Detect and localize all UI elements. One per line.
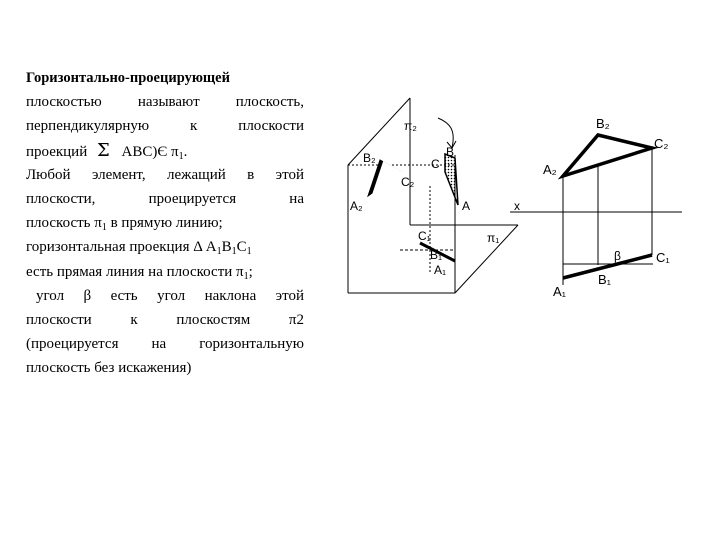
word: Любой [26,166,71,183]
subscript: 1 [246,246,252,258]
label-a1-right: A₁ [553,284,567,299]
word: горизонтальную [199,336,304,353]
sigma-symbol: Σ [97,139,110,161]
word: π2 [288,311,304,328]
word: плоскость, [235,94,304,111]
word: лежащий [167,166,226,183]
word: плоскостям [176,311,251,328]
word: плоскость π [26,215,102,232]
word: β [83,287,92,304]
word: . [183,143,188,160]
word: на [151,336,167,353]
label-beta: β [614,249,621,263]
word: плоскости, [26,190,96,207]
label-a2-right: A₂ [543,162,557,177]
view-arrow [438,118,453,148]
label-b1-right: B₁ [598,272,612,287]
axonometric-view [348,98,518,293]
word: элемент, [91,166,146,183]
word: к [130,311,138,328]
label-b: B [446,145,455,159]
label-a2: A₂ [350,199,363,213]
word: ABC)Є π [121,143,179,160]
label-b2-right: B₂ [596,116,610,131]
label-c1-right: C₁ [656,250,670,265]
label-a: A [462,199,471,213]
plane-abc-triangle [445,154,458,205]
word: в прямую линию; [106,215,223,232]
text-line-13: плоскость без искажения) [26,360,192,377]
word: плоскости [238,118,304,135]
subscript: 1 [231,246,237,258]
box-edge [348,98,410,165]
label-c2-right: C₂ [654,136,669,151]
word: в [247,166,255,183]
label-c2: C₂ [401,175,415,189]
word: этой [275,287,304,304]
label-pi1: π₁ [487,231,500,245]
label-b2: B₂ [363,151,376,165]
word: есть [110,287,138,304]
word: называют [137,94,200,111]
word: на [289,190,304,207]
subscript: 1 [243,270,249,282]
word: проецируется [148,190,237,207]
subscript: 1 [101,222,107,234]
subscript: 1 [178,150,184,162]
word: B [221,239,232,256]
word: этой [275,166,304,183]
text-title: Горизонтально-проецирующей [26,70,230,86]
subscript: 1 [216,246,222,258]
label-a1: A₁ [434,263,447,277]
word: перпендикулярную [26,118,150,135]
word: есть прямая линия на плоскости π [26,263,244,280]
label-c1: C₁ [418,229,431,243]
word: ; [248,263,253,280]
label-c: C [431,157,440,171]
label-x: x [514,199,520,213]
word: плоскостью [26,94,102,111]
word: к [190,118,198,135]
label-b1: B₁ [430,248,443,262]
word: угол [157,287,186,304]
word: горизонтальная проекция Δ A [26,239,217,256]
word: проекций [26,143,88,160]
word: C [236,239,247,256]
word: (проецируется [26,336,119,353]
word: угол [36,287,65,304]
word: плоскости [26,311,92,328]
word: наклона [204,287,257,304]
frontal-projection-triangle [563,135,652,176]
label-pi2: π₂ [404,119,417,133]
